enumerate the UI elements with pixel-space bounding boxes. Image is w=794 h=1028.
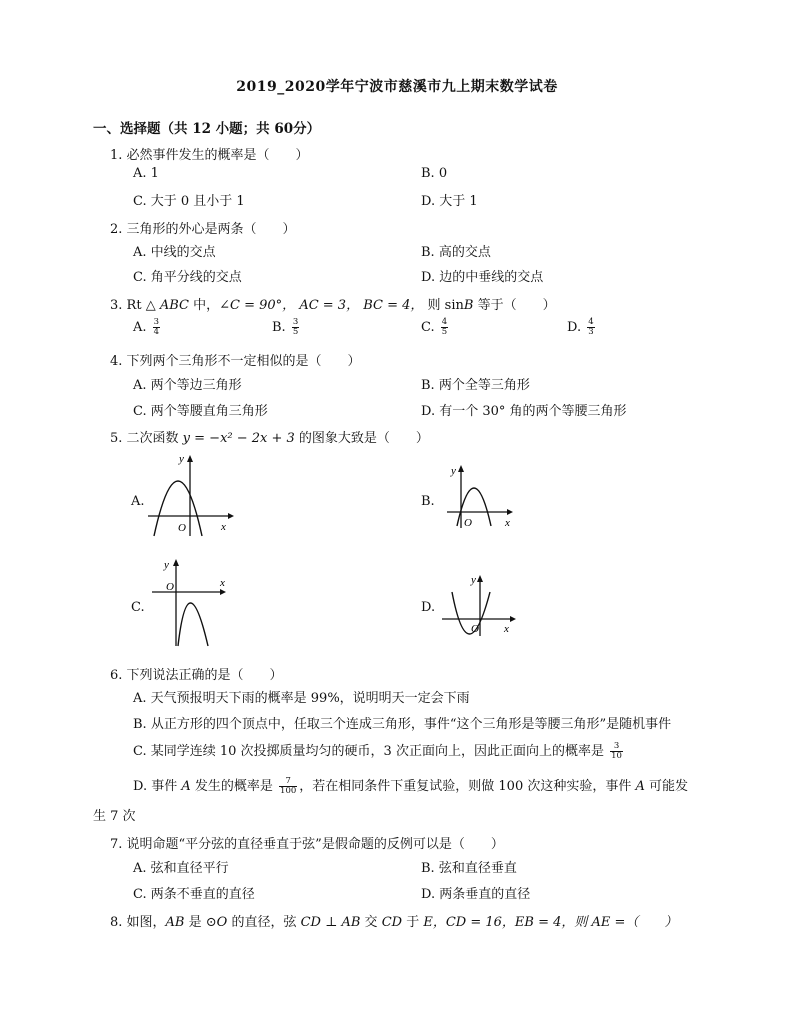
chord-cd: CD xyxy=(381,915,403,930)
option-text: 可能发 xyxy=(644,779,689,794)
question-1-option-c: C. 大于 0 且小于 1 xyxy=(133,194,245,209)
y-axis-label: y xyxy=(471,574,476,586)
numerator: 7 xyxy=(279,777,297,787)
question-5-graph-d xyxy=(440,572,520,638)
question-3-option-b xyxy=(272,318,301,337)
question-4-option-b: B. 两个全等三角形 xyxy=(421,378,530,393)
question-5-option-a-label: A. xyxy=(131,494,145,509)
option-label: A. xyxy=(133,320,147,335)
numerator: 3 xyxy=(610,742,623,752)
question-2-stem: 2. 三角形的外心是两条（ ） xyxy=(110,222,296,237)
x-axis-label: x xyxy=(505,517,510,529)
question-3-stem xyxy=(110,294,556,313)
x-axis-label: x xyxy=(220,577,225,589)
question-3-mid: 中， xyxy=(188,298,220,313)
denominator: 4 xyxy=(153,327,160,337)
question-3-option-c xyxy=(421,318,450,337)
question-5-stem-pre: 5. 二次函数 xyxy=(110,431,183,446)
question-4-stem: 4. 下列两个三角形不一定相似的是（ ） xyxy=(110,354,361,369)
question-7-option-a: A. 弦和直径平行 xyxy=(133,861,229,876)
numerator: 3 xyxy=(292,317,299,327)
question-7-option-d: D. 两条垂直的直径 xyxy=(421,887,531,902)
page-title: 2019_2020学年宁波市慈溪市九上期末数学试卷 xyxy=(236,79,558,95)
origin-label: O xyxy=(178,522,186,534)
question-5-graph-a xyxy=(148,450,238,540)
denominator: 5 xyxy=(292,327,299,337)
question-4-option-c: C. 两个等腰直角三角形 xyxy=(133,404,268,419)
y-axis-label: y xyxy=(164,559,169,571)
origin-label: O xyxy=(166,581,174,593)
stem-text: 交 xyxy=(360,915,382,930)
stem-text: 于 xyxy=(402,915,424,930)
question-2-option-d: D. 边的中垂线的交点 xyxy=(421,270,544,285)
question-2-option-b: B. 高的交点 xyxy=(421,245,491,260)
fraction xyxy=(587,318,594,337)
event-variable: A xyxy=(181,779,191,794)
question-6-option-a: A. 天气预报明天下雨的概率是 99%，说明明天一定会下雨 xyxy=(133,691,470,706)
question-1-stem: 1. 必然事件发生的概率是（ ） xyxy=(110,148,309,163)
question-5-stem-end: 的图象大致是（ ） xyxy=(294,431,429,446)
option-text: ，若在相同条件下重复试验，则做 100 次这种实验，事件 xyxy=(299,779,636,794)
fraction xyxy=(153,318,160,337)
section-title: 一、选择题（共 12 小题；共 60分） xyxy=(93,121,321,137)
question-1-option-b: B. 0 xyxy=(421,166,448,181)
question-3-bc: BC = 4， xyxy=(363,298,424,313)
question-8-stem xyxy=(110,911,677,930)
option-text: C. 某同学连续 10 次投掷质量均匀的硬币，3 次正面向上，因此正面向上的概率是 xyxy=(133,744,604,759)
numerator: 4 xyxy=(441,317,448,327)
question-3-option-d xyxy=(567,318,597,337)
event-variable: A xyxy=(635,779,645,794)
question-5-expression: y = −x² − 2x + 3 xyxy=(182,431,295,446)
triangle-symbol: △ xyxy=(145,298,156,313)
segment-ab: AB xyxy=(165,915,185,930)
fraction xyxy=(610,742,623,761)
question-3-b: B xyxy=(463,298,474,313)
question-5-option-c-label: C. xyxy=(131,600,145,615)
denominator: 10 xyxy=(611,751,622,761)
question-3-end: 等于（ ） xyxy=(473,298,556,313)
perpendicular-relation: CD ⊥ AB xyxy=(300,915,361,930)
x-axis-label: x xyxy=(221,521,226,533)
question-1-option-d: D. 大于 1 xyxy=(421,194,478,209)
question-5-option-d-label: D. xyxy=(421,600,436,615)
question-6-stem: 6. 下列说法正确的是（ ） xyxy=(110,668,283,683)
y-axis-label: y xyxy=(179,453,184,465)
question-6-option-b: B. 从正方形的四个顶点中，任取三个连成三角形，事件“这个三角形是等腰三角形”是随机事件 xyxy=(133,717,672,732)
question-7-option-c: C. 两条不垂直的直径 xyxy=(133,887,255,902)
fraction xyxy=(441,318,448,337)
given-values: ，CD = 16，EB = 4，则 AE =（ ） xyxy=(432,915,678,930)
fraction xyxy=(279,777,297,796)
option-label: D. xyxy=(567,320,582,335)
option-text: 发生的概率是 xyxy=(190,779,273,794)
question-3-option-a xyxy=(133,318,162,337)
question-7-option-b: B. 弦和直径垂直 xyxy=(421,861,517,876)
question-4-option-a: A. 两个等边三角形 xyxy=(133,378,242,393)
question-3-stem-pre: 3. Rt xyxy=(110,298,142,313)
question-4-option-d: D. 有一个 30° 角的两个等腰三角形 xyxy=(421,404,627,419)
question-6-option-d xyxy=(133,775,688,796)
x-axis-label: x xyxy=(504,623,509,635)
stem-text: 是 ⊙ xyxy=(184,915,217,930)
question-3-abc: ABC xyxy=(159,298,189,313)
question-5-graph-c xyxy=(148,556,238,648)
question-6-option-d-wrap: 生 7 次 xyxy=(93,809,136,824)
option-text: D. 事件 xyxy=(133,779,182,794)
question-2-option-c: C. 角平分线的交点 xyxy=(133,270,242,285)
denominator: 100 xyxy=(280,786,297,796)
question-7-stem: 7. 说明命题“平分弦的直径垂直于弦”是假命题的反例可以是（ ） xyxy=(110,837,504,852)
y-axis-label: y xyxy=(451,465,456,477)
question-6-option-c xyxy=(133,740,625,761)
question-5-option-b-label: B. xyxy=(421,494,435,509)
numerator: 3 xyxy=(153,317,160,327)
option-label: C. xyxy=(421,320,435,335)
question-5-graph-b xyxy=(447,462,522,532)
question-3-then: 则 sin xyxy=(427,298,464,313)
denominator: 3 xyxy=(588,327,594,337)
question-3-ac: AC = 3， xyxy=(299,298,360,313)
denominator: 5 xyxy=(441,327,448,337)
question-1-option-a: A. 1 xyxy=(133,166,159,181)
circle-center: O xyxy=(216,915,228,930)
question-2-option-a: A. 中线的交点 xyxy=(133,245,216,260)
question-3-angle-c: ∠C = 90°， xyxy=(219,298,296,313)
origin-label: O xyxy=(471,623,479,635)
stem-text: 8. 如图， xyxy=(110,915,166,930)
numerator: 4 xyxy=(588,317,594,327)
point-e: E xyxy=(423,915,433,930)
question-5-stem xyxy=(110,427,429,446)
stem-text: 的直径，弦 xyxy=(227,915,301,930)
origin-label: O xyxy=(464,517,472,529)
fraction xyxy=(292,318,299,337)
option-label: B. xyxy=(272,320,286,335)
